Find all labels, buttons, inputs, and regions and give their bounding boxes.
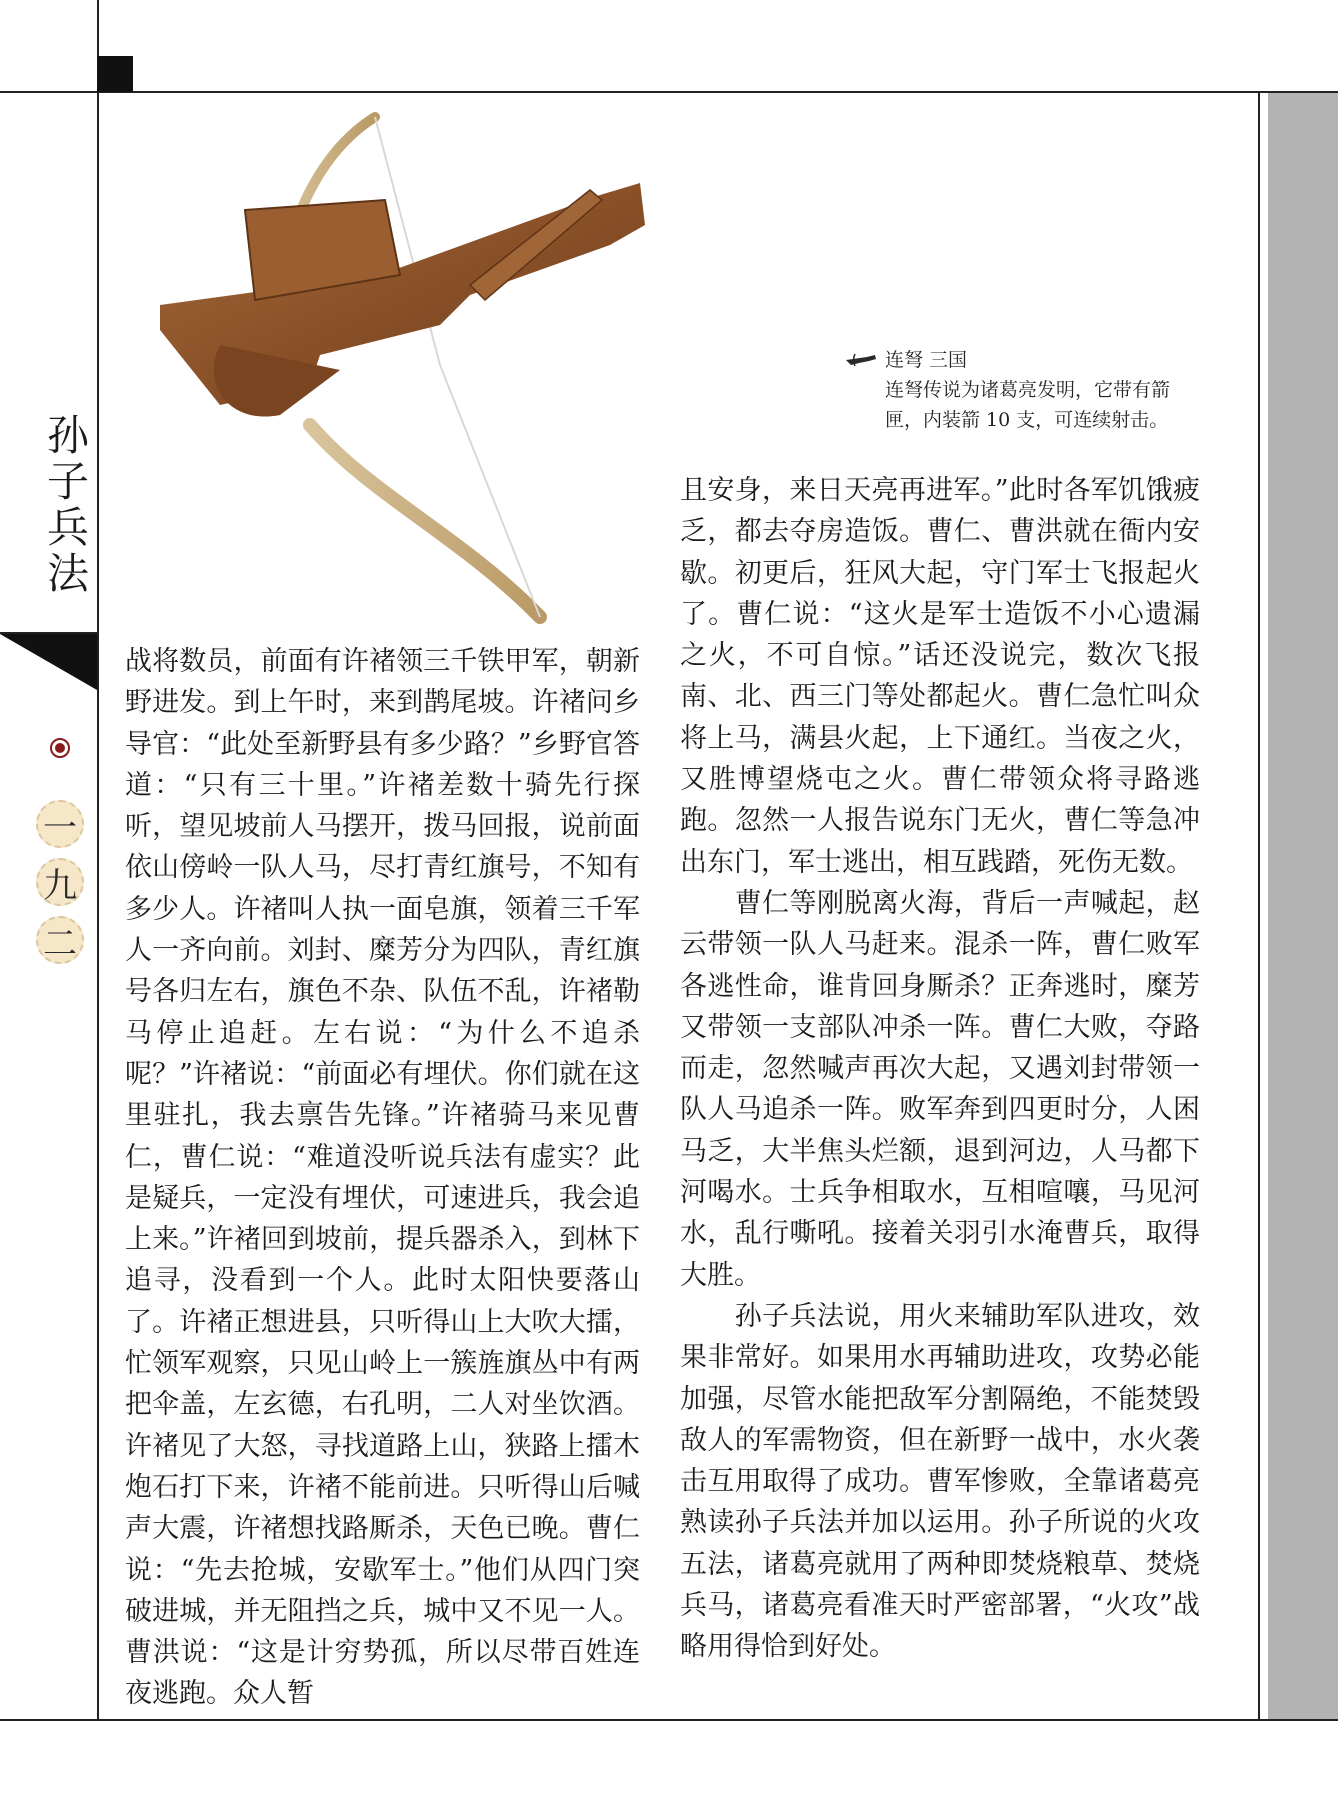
right-margin-rule (1258, 91, 1260, 1721)
text-column-right (680, 470, 1200, 1668)
title-wedge (0, 634, 97, 690)
caption-text: 连弩传说为诸葛亮发明，它带有箭匣，内装箭 10 支，可连续射击。 (885, 379, 1171, 431)
crossbow-illustration (140, 105, 660, 625)
paragraph: 曹仁等刚脱离火海，背后一声喊起，赵云带领一队人马赶来。混杀一阵，曹仁败军各逃性命，谁肯回身厮杀？正奔逃时，糜芳又带领一支部队冲杀一阵。曹仁大败，夺路而走，忽然喊声再次大起，又遇刘封带领一队人马追杀一阵。败军奔到四更时分，人困马乏，大半焦头烂额，退到河边，人马都下河喝水。士兵争相取水，互相喧嚷，马见河水，乱行嘶吼。接着关羽引水淹曹兵，取得大胜。 (680, 887, 1200, 1291)
caption-title: 连弩 三国 (885, 349, 968, 371)
page-number-digit: 二 (36, 916, 84, 964)
page-number (36, 800, 86, 974)
paragraph: 战将数员，前面有许褚领三千铁甲军，朝新野进发。到上午时，来到鹊尾坡。许褚问乡导官：“此处至新野县有多少路？”乡野官答道：“只有三十里。”许褚差数十骑先行探听，望见坡前人马摆开，拨马回报，说前面依山傍岭一队人马，尽打青红旗号，不知有多少人。许褚叫人执一面皂旗，领着三千军人一齐向前。刘封、糜芳分为四队，青红旗号各归左右，旗色不杂、队伍不乱，许褚勒马停止追赶。左右说：“为什么不追杀呢？”许褚说：“前面必有埋伏。你们就在这里驻扎，我去禀告先锋。”许褚骑马来见曹仁，曹仁说：“难道没听说兵法有虚实？此是疑兵，一定没有埋伏，可速进兵，我会追上来。”许褚回到坡前，提兵器杀入，到林下追寻，没看到一个人。此时太阳快要落山了。许褚正想进县，只听得山上大吹大擂，忙领军观察，只见山岭上一簇旌旗丛中有两把伞盖，左玄德，右孔明，二人对坐饮酒。许褚见了大怒，寻找道路上山，狭路上擂木炮石打下来，许褚不能前进。只听得山后喊声大震，许褚想找路厮杀，天色已晚。曹仁说：“先去抢城，安歇军士。”他们从四门突破进城，并无阻挡之兵，城中又不见一人。曹洪说：“这是计穷势孤，所以尽带百姓连夜逃跑。众人暂 (125, 646, 640, 1710)
book-title: 孙子兵法 (41, 413, 90, 597)
text-column-left (125, 641, 640, 1715)
page-number-digit: 一 (36, 800, 84, 848)
bottom-rule (0, 1719, 1338, 1721)
caption-header (845, 345, 1205, 375)
corner-block (97, 56, 133, 92)
crossbow-mini-icon (845, 353, 877, 367)
side-gray-band (1268, 93, 1338, 1719)
top-rule (0, 91, 1338, 93)
page-number-digit: 九 (36, 858, 84, 906)
bullet-icon (49, 737, 71, 759)
paragraph: 且安身，来日天亮再进军。”此时各军饥饿疲乏，都去夺房造饭。曹仁、曹洪就在衙内安歇。初更后，狂风大起，守门军士飞报起火了。曹仁说：“这火是军士造饭不小心遗漏之火，不可自惊。”话还没说完，数次飞报南、北、西三门等处都起火。曹仁急忙叫众将上马，满县火起，上下通红。当夜之火，又胜博望烧屯之火。曹仁带领众将寻路逃跑。忽然一人报告说东门无火，曹仁等急冲出东门，军士逃出，相互践踏，死伤无数。 (680, 475, 1200, 878)
left-margin-rule (97, 0, 99, 1721)
figure-caption (845, 345, 1205, 435)
paragraph: 孙子兵法说，用火来辅助军队进攻，效果非常好。如果用水再辅助进攻，攻势必能加强，尽管水能把敌军分割隔绝，不能焚毁敌人的军需物资，但在新野一战中，水火袭击互用取得了成功。曹军惨败，全靠诸葛亮熟读孙子兵法并加以运用。孙子所说的火攻五法，诸葛亮就用了两种即焚烧粮草、焚烧兵马，诸葛亮看准天时严密部署，“火攻”战略用得恰到好处。 (680, 1300, 1200, 1663)
